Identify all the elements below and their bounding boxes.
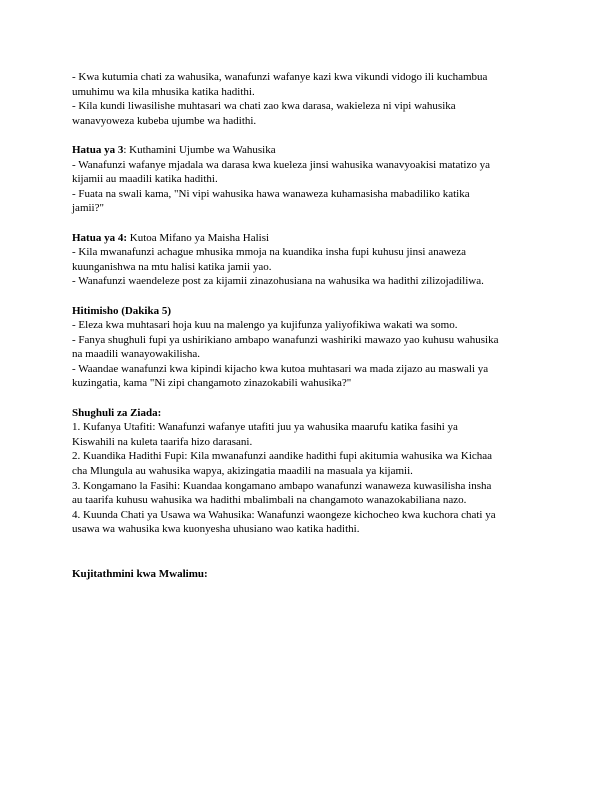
teacher-reflection-heading: Kujitathmini kwa Mwalimu: <box>72 568 208 580</box>
step-4-section <box>72 231 542 289</box>
text-line: usawa wa wahusika kwa kuonyesha uhusiano wao katika hadithi. <box>72 523 360 536</box>
text-line: 3. Kongamano la Fasihi: Kuandaa kongamano ambapo wanafunzi wanaweza kuwasilisha insha <box>72 479 492 492</box>
extra-activities-section <box>72 406 542 537</box>
step-4-heading <box>72 231 542 246</box>
step-4-label: Hatua ya 4: <box>72 231 127 244</box>
text-line: - Wanafunzi waendeleze post za kijamii zinazohusiana na wahusika wa hadithi zilizojadiliwa. <box>72 275 484 288</box>
text-line: kuzingatia, kama "Ni zipi changamoto zinazokabili wahusika?" <box>72 377 352 390</box>
text-line: 2. Kuandika Hadithi Fupi: Kila mwanafunzi aandike hadithi fupi akitumia wahusika wa Kichaa <box>72 450 493 463</box>
text-line: - Waandae wanafunzi kwa kipindi kijacho kwa kutoa muhtasari wa mada zijazo au maswali ya <box>72 362 489 375</box>
conclusion-heading: Hitimisho (Dakika 5) <box>72 304 172 317</box>
step-3-title: : Kuthamini Ujumbe wa Wahusika <box>123 143 276 156</box>
text-line: au taarifa kuhusu wahusika wa hadithi mbalimbali na changamoto wanazokabiliana nazo. <box>72 494 467 507</box>
text-line: - Fanya shughuli fupi ya ushirikiano ambapo wanafunzi washiriki mawazo yao kuhusu wahusika <box>72 333 499 346</box>
step-3-heading <box>72 143 542 158</box>
text-line: jamii?" <box>72 202 104 215</box>
intro-paragraph <box>72 70 542 128</box>
text-line: 1. Kufanya Utafiti: Wanafunzi wafanye utafiti juu ya wahusika maarufu katika fasihi ya <box>72 421 458 434</box>
text-line: - Eleza kwa muhtasari hoja kuu na malengo ya kujifunza yaliyofikiwa wakati wa somo. <box>72 319 458 332</box>
text-line: - Wanafunzi wafanye mjadala wa darasa kwa kueleza jinsi wahusika wanavyoakisi matatizo ya <box>72 158 490 171</box>
teacher-reflection-section <box>72 567 542 582</box>
step-4-title: Kutoa Mifano ya Maisha Halisi <box>127 231 270 244</box>
step-3-section <box>72 143 542 216</box>
conclusion-section <box>72 304 542 392</box>
text-line: cha Mlungula au wahusika wapya, akizingatia maadili na masuala ya kijamii. <box>72 465 413 478</box>
text-line: wanavyoweza kubeba ujumbe wa hadithi. <box>72 114 257 127</box>
text-line: na maadili wanayowakilisha. <box>72 348 200 361</box>
text-line: umuhimu wa kila mhusika katika hadithi. <box>72 85 255 98</box>
document-body <box>72 70 542 582</box>
text-line: Kiswahili na kuleta taarifa hizo darasani. <box>72 435 253 448</box>
step-3-label: Hatua ya 3 <box>72 143 124 156</box>
text-line: kuunganishwa na mtu halisi katika jamii yao. <box>72 260 272 273</box>
text-line: - Kwa kutumia chati za wahusika, wanafunzi wafanye kazi kwa vikundi vidogo ili kuchambua <box>72 71 488 83</box>
text-line: 4. Kuunda Chati ya Usawa wa Wahusika: Wanafunzi waongeze kichocheo kwa kuchora chati ya <box>72 508 496 521</box>
text-line: kijamii au maadili katika hadithi. <box>72 173 218 186</box>
extra-activities-heading: Shughuli za Ziada: <box>72 406 162 419</box>
text-line: - Kila kundi liwasilishe muhtasari wa chati zao kwa darasa, wakieleza ni vipi wahusika <box>72 100 456 113</box>
text-line: - Fuata na swali kama, "Ni vipi wahusika hawa wanaweza kuhamasisha mabadiliko katika <box>72 187 470 200</box>
text-line: - Kila mwanafunzi achague mhusika mmoja na kuandika insha fupi kuhusu jinsi anaweza <box>72 246 467 259</box>
